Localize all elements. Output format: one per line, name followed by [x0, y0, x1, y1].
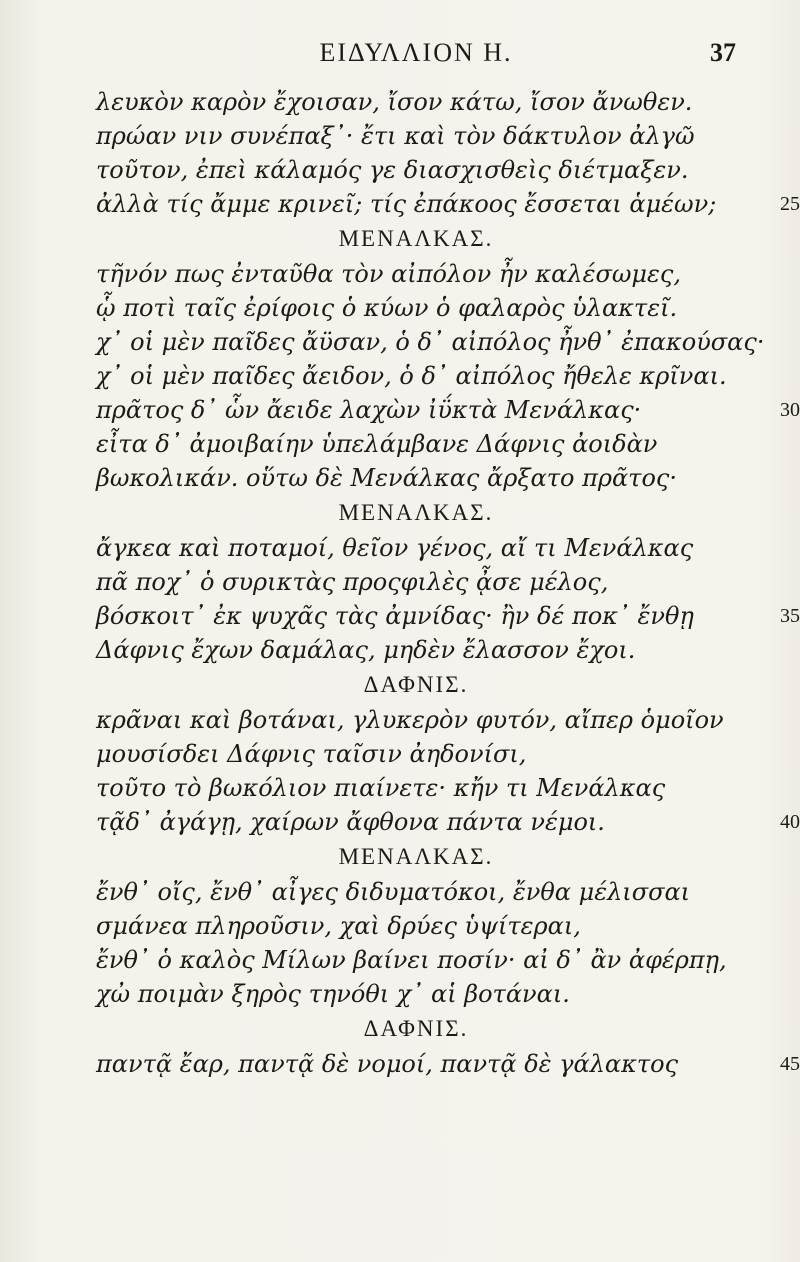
- speaker-name: ΜΕΝΑΛΚΑΣ.: [338, 226, 494, 251]
- verse-text: τοῦτο τὸ βωκόλιον πιαίνετε· κἤν τι Μενάλκας: [96, 774, 666, 802]
- line-number: 25: [780, 193, 800, 215]
- verse-text: παντᾷ ἔαρ, παντᾷ δὲ νομοί, παντᾷ δὲ γάλακτος: [96, 1050, 679, 1078]
- line-number: 35: [780, 605, 800, 627]
- page-number: 37: [710, 38, 736, 67]
- speaker-name: ΜΕΝΑΛΚΑΣ.: [338, 844, 494, 869]
- verse-text: σμάνεα πληροῦσιν, χαὶ δρύες ὑψίτεραι,: [96, 912, 581, 940]
- verse-line: [96, 633, 736, 667]
- verse-line: [96, 325, 765, 359]
- verse-text: βωκολικάν. οὕτω δὲ Μενάλκας ἄρξατο πρᾶτος·: [96, 464, 677, 492]
- verse-text: Δάφνις ἔχων δαμάλας, μηδὲν ἔλασσον ἔχοι.: [96, 636, 636, 664]
- verse-text: τᾷδ᾽ ἀγάγῃ, χαίρων ἄφθονα πάντα νέμοι.: [96, 808, 605, 836]
- speaker-heading: [96, 667, 736, 703]
- verse-text: πρώαν νιν συνέπαξ᾽· ἔτι καὶ τὸν δάκτυλον ἀλγῶ: [96, 122, 695, 150]
- verse-text: πᾶ ποχ᾽ ὁ συρικτὰς προςφιλὲς ᾆσε μέλος,: [96, 568, 609, 596]
- verse-line: [96, 771, 736, 805]
- speaker-name: ΔΑΦΝΙΣ.: [363, 672, 469, 697]
- running-head: ΕΙΔΥΛΛΙΟΝ Η.: [319, 38, 513, 67]
- verse-line: [96, 599, 800, 633]
- verse-line: [96, 257, 736, 291]
- verse-line: [96, 1047, 800, 1081]
- verse-text: εἶτα δ᾽ ἀμοιβαίην ὑπελάμβανε Δάφνις ἀοιδὰν: [96, 430, 658, 458]
- verse-line: [96, 393, 800, 427]
- verse-text: πρᾶτος δ᾽ ὧν ἄειδε λαχὼν ἰΰκτὰ Μενάλκας·: [96, 396, 642, 424]
- line-number: 45: [780, 1053, 800, 1075]
- verse-text: τοῦτον, ἐπεὶ κάλαμός γε διασχισθεὶς διέτμαξεν.: [96, 156, 689, 184]
- verse-text: βόσκοιτ᾽ ἐκ ψυχᾶς τὰς ἀμνίδας· ἢν δέ ποκ᾽ ἔνθῃ: [96, 602, 694, 630]
- speaker-heading: [96, 221, 736, 257]
- speaker-name: ΔΑΦΝΙΣ.: [363, 1016, 469, 1041]
- speaker-heading: [96, 1011, 736, 1047]
- verse-text: λευκὸν καρὸν ἔχοισαν, ἴσον κάτω, ἴσον ἄνωθεν.: [96, 88, 693, 116]
- poem-text: [96, 85, 800, 1081]
- verse-line: [96, 943, 736, 977]
- verse-line: [96, 85, 736, 119]
- verse-line: [96, 703, 736, 737]
- line-number: 30: [780, 399, 800, 421]
- verse-line: [96, 153, 736, 187]
- verse-line: [96, 119, 736, 153]
- page-header: [96, 38, 736, 78]
- verse-line: [96, 875, 736, 909]
- verse-text: ᾧ ποτὶ ταῖς ἐρίφοις ὁ κύων ὁ φαλαρὸς ὑλακτεῖ.: [96, 294, 678, 322]
- verse-text: χὠ ποιμὰν ξηρὸς τηνόθι χ᾽ αἱ βοτάναι.: [96, 980, 570, 1008]
- verse-line: [96, 565, 736, 599]
- verse-text: χ᾽ οἱ μὲν παῖδες ἄειδον, ὁ δ᾽ αἰπόλος ἤθελε κρῖναι.: [96, 362, 727, 390]
- verse-line: [96, 427, 736, 461]
- verse-line: [96, 187, 800, 221]
- line-number: 40: [780, 811, 800, 833]
- verse-line: [96, 461, 736, 495]
- speaker-name: ΜΕΝΑΛΚΑΣ.: [338, 500, 494, 525]
- speaker-heading: [96, 839, 736, 875]
- verse-line: [96, 977, 736, 1011]
- verse-line: [96, 291, 736, 325]
- verse-text: τῆνόν πως ἐνταῦθα τὸν αἰπόλον ἦν καλέσωμες,: [96, 260, 681, 288]
- verse-text: κρᾶναι καὶ βοτάναι, γλυκερὸν φυτόν, αἴπερ ὁμοῖον: [96, 706, 724, 734]
- verse-text: χ᾽ οἱ μὲν παῖδες ἄϋσαν, ὁ δ᾽ αἰπόλος ἦνθ᾽ ἐπακούσας·: [96, 328, 765, 356]
- verse-line: [96, 805, 800, 839]
- verse-line: [96, 909, 736, 943]
- verse-text: μουσίσδει Δάφνις ταῖσιν ἀηδονίσι,: [96, 740, 527, 768]
- verse-line: [96, 531, 736, 565]
- verse-text: ἄγκεα καὶ ποταμοί, θεῖον γένος, αἴ τι Μενάλκας: [96, 534, 694, 562]
- verse-line: [96, 737, 736, 771]
- verse-text: ἀλλὰ τίς ἄμμε κρινεῖ; τίς ἐπάκοος ἔσσεται ἁμέων;: [96, 190, 717, 218]
- speaker-heading: [96, 495, 736, 531]
- verse-line: [96, 359, 736, 393]
- verse-text: ἔνθ᾽ ὁ καλὸς Μίλων βαίνει ποσίν· αἰ δ᾽ ἂν ἀφέρπῃ,: [96, 946, 727, 974]
- verse-text: ἔνθ᾽ οἴς, ἔνθ᾽ αἶγες διδυματόκοι, ἔνθα μέλισσαι: [96, 878, 691, 906]
